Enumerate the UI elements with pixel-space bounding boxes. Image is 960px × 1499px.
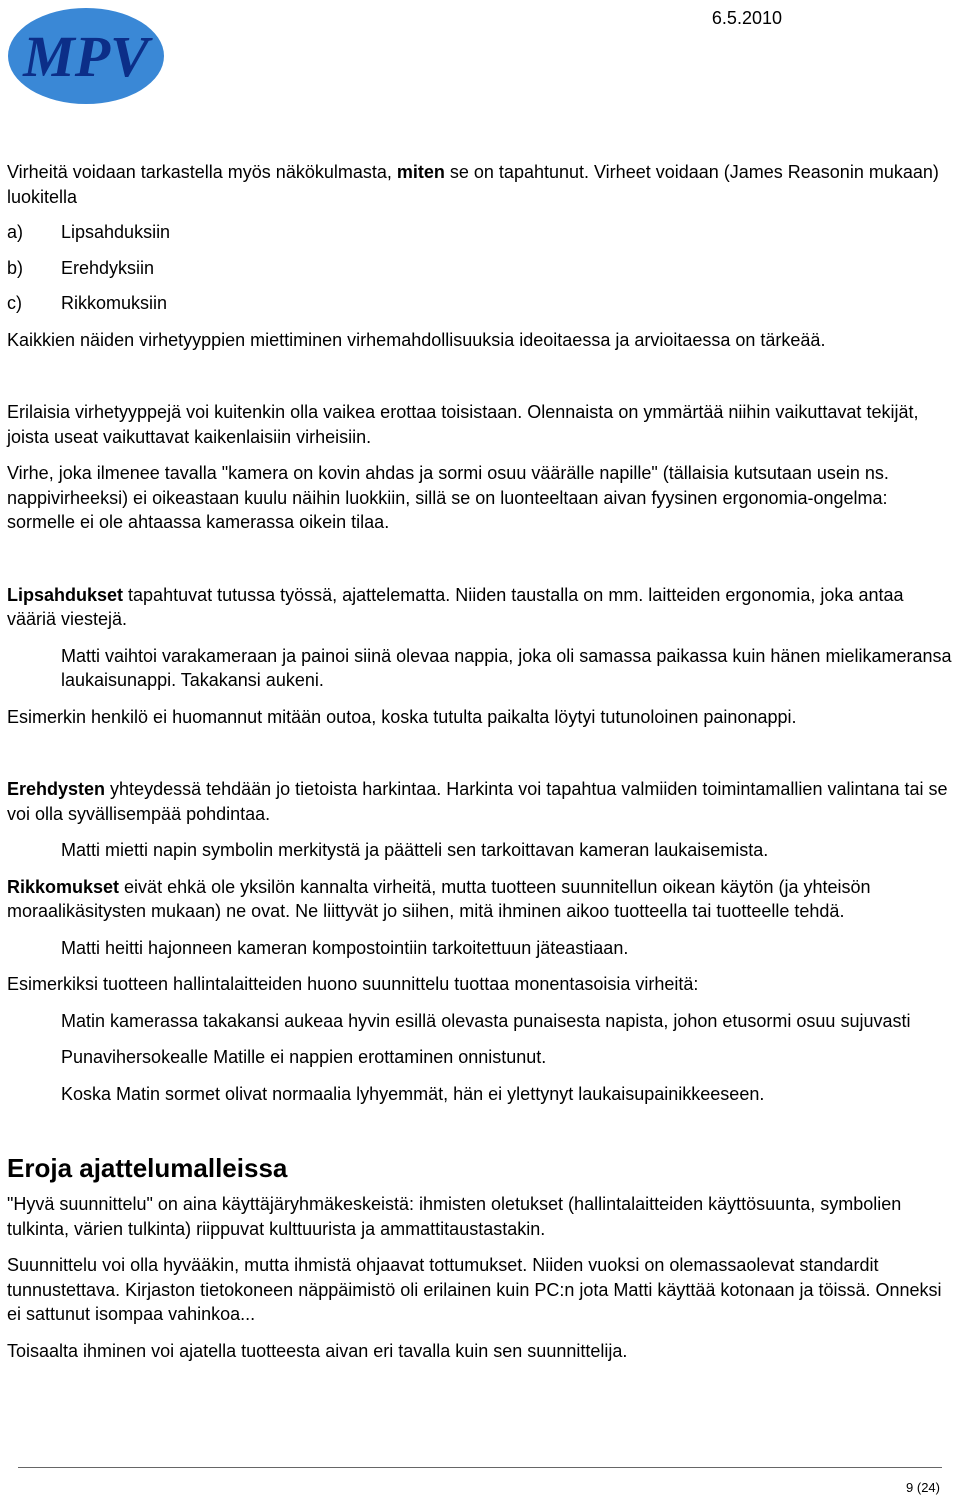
- paragraph: Kaikkien näiden virhetyyppien miettiminen virhemahdollisuuksia ideoitaessa ja arvioitaessa on tärkeää.: [7, 329, 826, 350]
- paragraph: "Hyvä suunnittelu" on aina käyttäjäryhmäkeskeistä: ihmisten oletukset (hallintalaitteiden käyttösuunta, symbolien tulkinta, värien tulkinta) riippuvat kulttuurista ja ammattitaustastakin.: [7, 1194, 902, 1239]
- paragraph: Esimerkin henkilö ei huomannut mitään outoa, koska tutulta paikalta löytyi tutunoloinen painonappi.: [7, 706, 797, 727]
- header-date: 6.5.2010: [711, 8, 782, 28]
- paragraph: Toisaalta ihminen voi ajatella tuotteesta aivan eri tavalla kuin sen suunnittelija.: [7, 1340, 628, 1361]
- list-item: c) Rikkomuksiin: [7, 293, 168, 313]
- page-number: 9 (24): [906, 1480, 940, 1495]
- paragraph-rikkomukset: Rikkomukset eivät ehkä ole yksilön kannalta virheitä, mutta tuotteen suunnitellun oikean käytön (ja yhteisön moraalikäsitysten mukaan) ne ovat. Ne liittyvät jo siihen, mitä ihminen aikoo tuotteella tai tuotteelle tehdä.: [7, 876, 871, 921]
- paragraph: Virhe, joka ilmenee tavalla "kamera on kovin ahdas ja sormi osuu väärälle napille" (tällaisia kutsutaan usein ns. nappivirheeksi) ei oikeastaan kuulu näihin luokkiin, sillä se on luonteeltaan aivan fyysinen ergonomia-ongelma: sormelle ei ole ahtaassa kamerassa oikein tilaa.: [7, 463, 889, 532]
- example: Koska Matin sormet olivat normaalia lyhyemmät, hän ei ylettynyt laukaisupainikkeeseen.: [61, 1083, 765, 1104]
- paragraph: Suunnittelu voi olla hyvääkin, mutta ihmistä ohjaavat tottumukset. Niiden vuoksi on olemassaolevat standardit tunnustettava. Kirjaston tietokoneen näppäimistö oli erilainen kuin PC:n jota Matti käyttää kotonaan ja töissä. Onneksi ei sattunut isompaa vahinkoa...: [7, 1255, 942, 1324]
- document-body: [7, 160, 957, 1363]
- example: Matin kamerassa takakansi aukeaa hyvin esillä olevasta punaisesta napista, johon etusormi osuu sujuvasti: [61, 1010, 911, 1031]
- logo-text: MPV: [23, 24, 149, 89]
- section-heading: Eroja ajattelumalleissa: [7, 1153, 288, 1183]
- footer-divider: [18, 1467, 942, 1468]
- list-item: a) Lipsahduksiin: [7, 222, 171, 242]
- paragraph: Erilaisia virhetyyppejä voi kuitenkin olla vaikea erottaa toisistaan. Olennaista on ymmärtää niihin vaikuttavat tekijät, joista useat vaikuttavat kaikenlaisiin virheisiin.: [7, 402, 919, 447]
- example: Punavihersokealle Matille ei nappien erottaminen onnistunut.: [61, 1047, 547, 1067]
- paragraph-intro: Virheitä voidaan tarkastella myös näkökulmasta, miten se on tapahtunut. Virheet voidaan (James Reasonin mukaan) luokitella: [7, 162, 939, 207]
- mpv-logo: [6, 6, 166, 106]
- list-item: b) Erehdyksiin: [7, 257, 155, 278]
- paragraph-erehdykset: Erehdysten yhteydessä tehdään jo tietoista harkintaa. Harkinta voi tapahtua valmiiden toimintamallien valintana tai se voi olla syvällisempää pohdintaa.: [7, 779, 948, 824]
- example: Matti vaihtoi varakameraan ja painoi siinä olevaa nappia, joka oli samassa paikassa kuin hänen mielikameransa laukaisunappi. Takakansi aukeni.: [61, 645, 952, 690]
- paragraph-lipsahdukset: Lipsahdukset tapahtuvat tutussa työssä, ajattelematta. Niiden taustalla on mm. laitteiden ergonomia, joka antaa vääriä viestejä.: [7, 584, 904, 629]
- example: Matti mietti napin symbolin merkitystä ja päätteli sen tarkoittavan kameran laukaisemista.: [61, 840, 769, 860]
- example: Matti heitti hajonneen kameran kompostointiin tarkoitettuun jäteastiaan.: [61, 937, 629, 958]
- paragraph: Esimerkiksi tuotteen hallintalaitteiden huono suunnittelu tuottaa monentasoisia virheitä:: [7, 974, 699, 994]
